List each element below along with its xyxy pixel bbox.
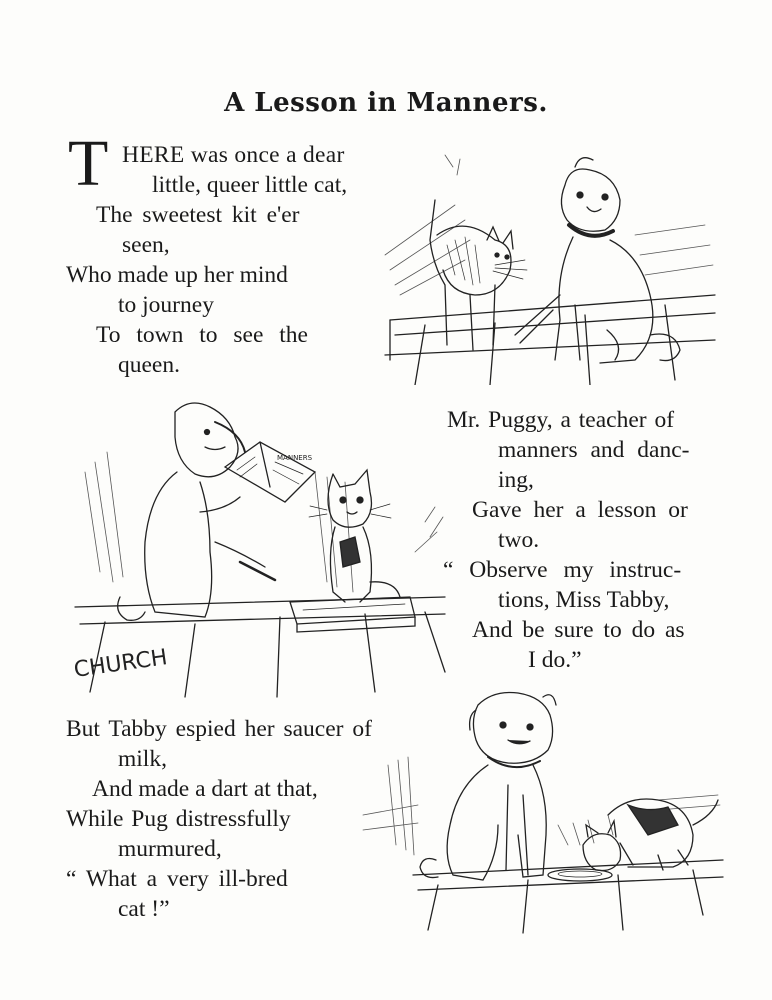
- verse-line: Who made up her mind: [66, 262, 288, 288]
- verse-line: ing,: [498, 467, 534, 493]
- verse-line: And made a dart at that,: [92, 776, 318, 802]
- verse-line: But Tabby espied her saucer of: [66, 716, 372, 742]
- verse-line: to journey: [118, 292, 214, 318]
- book-cover-text: MANNERS: [277, 454, 313, 462]
- page-title: A Lesson in Manners.: [224, 88, 548, 118]
- cat-meets-pug-illustration: [375, 145, 720, 385]
- verse-line: tions, Miss Tabby,: [498, 587, 670, 613]
- verse-line: I do.”: [528, 647, 582, 673]
- verse-line: queen.: [118, 352, 180, 378]
- verse-line: little, queer little cat,: [152, 172, 348, 198]
- verse-line: The sweetest kit e'er: [96, 202, 300, 228]
- verse-line: To town to see the: [96, 322, 308, 348]
- verse-line: milk,: [118, 746, 167, 772]
- drop-cap: T: [68, 127, 109, 200]
- verse-line: While Pug distressfully: [66, 806, 291, 832]
- verse-line: Gave her a lesson or: [472, 497, 688, 523]
- verse-line: cat !”: [118, 896, 170, 922]
- verse-line: seen,: [122, 232, 170, 258]
- artist-signature: CHURCH: [72, 645, 170, 683]
- verse-line: murmured,: [118, 836, 222, 862]
- pug-teaching-cat-illustration: [65, 392, 450, 704]
- verse-line: Mr. Puggy, a teacher of: [447, 407, 675, 433]
- verse-line: And be sure to do as: [472, 617, 685, 643]
- verse-line: HERE was once a dear: [122, 142, 345, 168]
- cat-drinking-milk-illustration: [358, 685, 728, 935]
- verse-line: “ What a very ill-bred: [66, 866, 288, 892]
- verse-line: “ Observe my instruc-: [443, 557, 682, 583]
- verse-line: two.: [498, 527, 540, 553]
- verse-line: manners and danc-: [498, 437, 690, 463]
